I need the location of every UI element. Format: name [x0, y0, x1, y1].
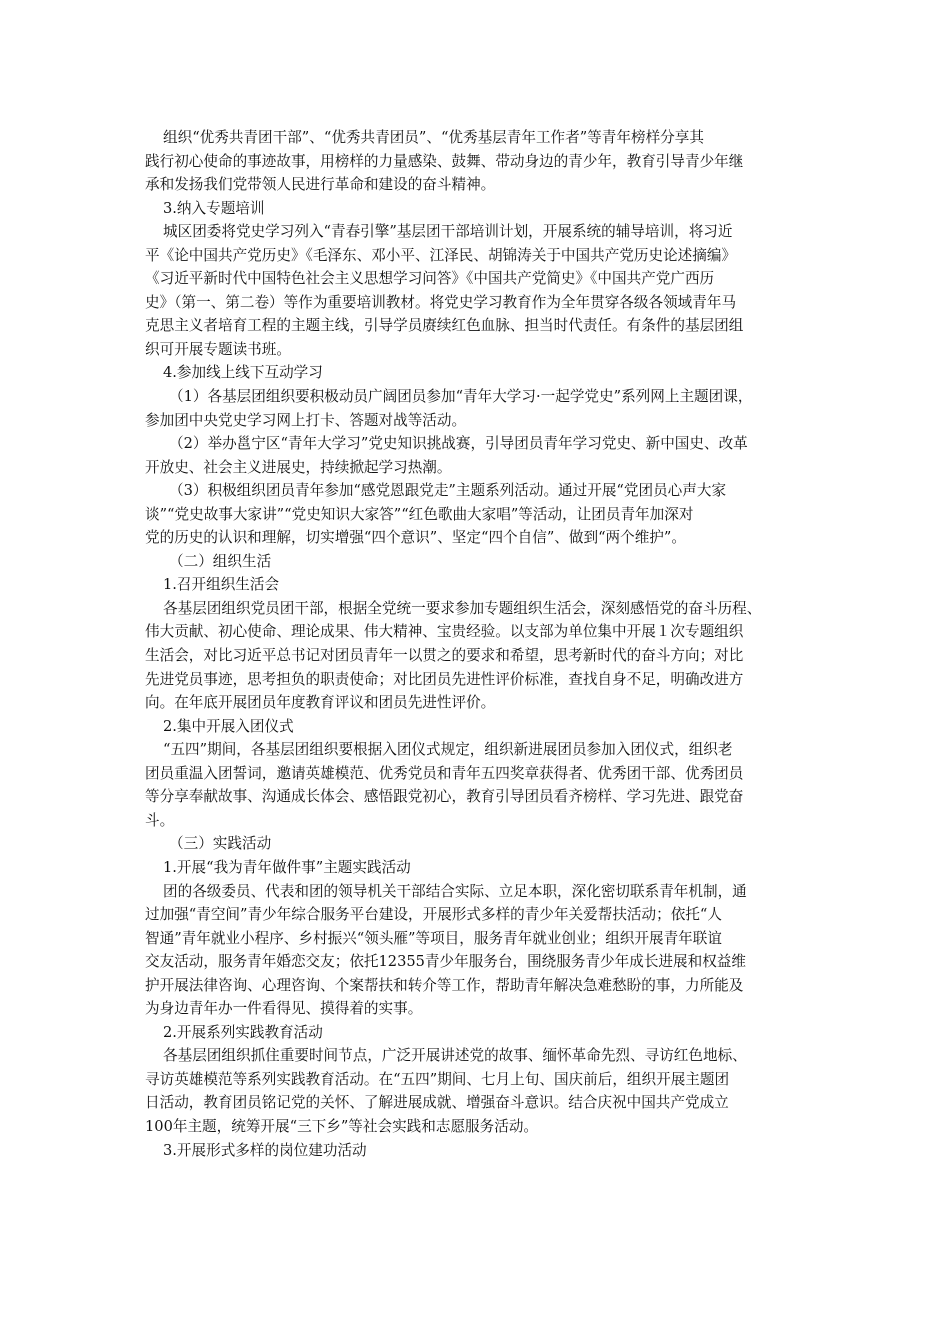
text-line: 1.开展“我为青年做件事”主题实践活动 — [163, 858, 411, 876]
text-line: 生活会，对比习近平总书记对团员青年一以贯之的要求和希望，思考新时代的奋斗方向；对比 — [145, 647, 744, 665]
text-line: 过加强“青空间”青少年综合服务平台建设，开展形式多样的青少年关爱帮扶活动；依托“人 — [145, 906, 722, 924]
text-line: （3）积极组织团员青年参加“感党恩跟党走”主题系列活动。通过开展“党团员心声大家 — [169, 482, 727, 500]
text-line: 团员重温入团誓词，邀请英雄模范、优秀党员和青年五四奖章获得者、优秀团干部、优秀团员 — [145, 764, 744, 782]
text-line: 智通”青年就业小程序、乡村振兴“领头雁”等项目，服务青年就业创业；组织开展青年联谊 — [145, 929, 722, 947]
text-line: 谈”“党史故事大家讲”“党史知识大家答”“红色歌曲大家唱”等活动，让团员青年加深对 — [145, 505, 694, 523]
text-line: 先进党员事迹，思考担负的职责使命；对比团员先进性评价标准，查找自身不足，明确改进方 — [145, 670, 744, 688]
text-line: 各基层团组织党员团干部，根据全党统一要求参加专题组织生活会，深刻感悟党的奋斗历程、 — [163, 599, 762, 617]
text-line: 团的各级委员、代表和团的领导机关干部结合实际、立足本职，深化密切联系青年机制，通 — [163, 882, 747, 900]
text-line: 向。在年底开展团员年度教育评议和团员先进性评价。 — [145, 694, 496, 712]
text-line: 日活动，教育团员铭记党的关怀、了解进展成就、增强奋斗意识。结合庆祝中国共产党成立 — [145, 1094, 729, 1112]
text-line: 4.参加线上线下互动学习 — [163, 364, 323, 382]
text-line: （1）各基层团组织要积极动员广阔团员参加“青年大学习·一起学党史”系列网上主题团课， — [169, 388, 753, 406]
text-line: 3.纳入专题培训 — [163, 199, 265, 217]
text-line: （三）实践活动 — [169, 835, 272, 853]
text-line: 交友活动，服务青年婚恋交友；依托12355青少年服务台，围绕服务青少年成长进展和权益维 — [145, 953, 746, 971]
text-line: 史》（第一、第二卷）等作为重要培训教材。将党史学习教育作为全年贯穿各级各领域青年马 — [145, 293, 737, 311]
text-line: 2.开展系列实践教育活动 — [163, 1023, 323, 1041]
text-line: 参加团中央党史学习网上打卡、答题对战等活动。 — [145, 411, 467, 429]
text-line: 100年主题，统筹开展“三下乡”等社会实践和志愿服务活动。 — [145, 1117, 539, 1135]
text-line: 2.集中开展入团仪式 — [163, 717, 294, 735]
text-line: 各基层团组织抓住重要时间节点，广泛开展讲述党的故事、缅怀革命先烈、寻访红色地标、 — [163, 1047, 747, 1065]
document-body — [145, 126, 813, 1162]
text-line: 践行初心使命的事迹故事，用榜样的力量感染、鼓舞、带动身边的青少年，教育引导青少年继 — [145, 152, 744, 170]
text-line: 斗。 — [145, 811, 175, 829]
text-line: 伟大贡献、初心使命、理论成果、伟大精神、宝贵经验。以支部为单位集中开展１次专题组织 — [145, 623, 744, 641]
text-line: 开放史、社会主义进展史，持续掀起学习热潮。 — [145, 458, 452, 476]
text-line: 组织“优秀共青团干部”、“优秀共青团员”、“优秀基层青年工作者”等青年榜样分享其 — [163, 129, 704, 146]
text-line: 1.召开组织生活会 — [163, 576, 280, 594]
text-line: 克思主义者培育工程的主题主线，引导学员赓续红色血脉、担当时代责任。有条件的基层团组 — [145, 317, 744, 335]
text-line: 承和发扬我们党带领人民进行革命和建设的奋斗精神。 — [145, 176, 496, 194]
text-line: 护开展法律咨询、心理咨询、个案帮扶和转介等工作，帮助青年解决急难愁盼的事，力所能及 — [145, 976, 744, 994]
text-line: （2）举办邕宁区“青年大学习”党史知识挑战赛，引导团员青年学习党史、新中国史、改革 — [169, 435, 748, 453]
text-line: 织可开展专题读书班。 — [145, 340, 291, 358]
text-line: 平《论中国共产党历史》《毛泽东、邓小平、江泽民、胡锦涛关于中国共产党历史论述摘编》 — [145, 246, 737, 264]
text-line: 城区团委将党史学习列入“青春引擎”基层团干部培训计划，开展系统的辅导培训，将习近 — [163, 223, 733, 241]
text-line: 《习近平新时代中国特色社会主义思想学习问答》《中国共产党简史》《中国共产党广西历 — [145, 270, 715, 288]
text-line: （二）组织生活 — [169, 552, 272, 570]
text-line: 等分享奉献故事、沟通成长体会、感悟跟党初心，教育引导团员看齐榜样、学习先进、跟党奋 — [145, 788, 744, 806]
text-line: 寻访英雄模范等系列实践教育活动。在“五四”期间、七月上旬、国庆前后，组织开展主题团 — [145, 1070, 730, 1088]
text-line: 党的历史的认识和理解，切实增强“四个意识”、坚定“四个自信”、做到“两个维护”。 — [145, 529, 686, 547]
text-line: 3.开展形式多样的岗位建功活动 — [163, 1141, 367, 1159]
text-line: 为身边青年办一件看得见、摸得着的实事。 — [145, 1000, 423, 1018]
text-line: “五四”期间，各基层团组织要根据入团仪式规定，组织新进展团员参加入团仪式，组织老 — [163, 741, 733, 759]
